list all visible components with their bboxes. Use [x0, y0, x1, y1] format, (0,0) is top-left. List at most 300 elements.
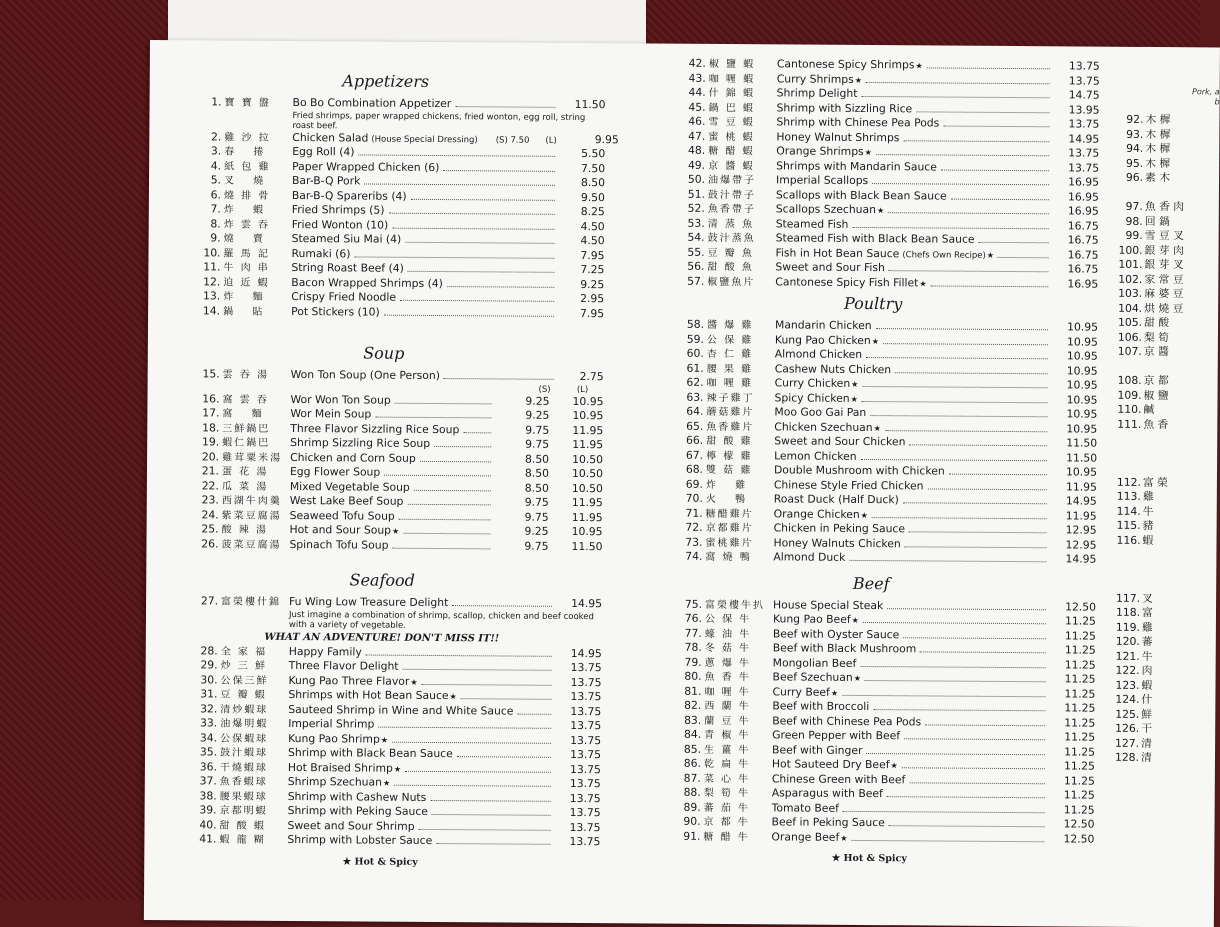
menu-item	[646, 549, 1096, 567]
item-chinese-name: 魚香蝦球	[220, 776, 288, 791]
item-english-name: Shrimp with Peking Sauce	[288, 804, 428, 819]
item-english-name: Beef with Chinese Pea Pods	[772, 714, 921, 730]
item-english-name: Cantonese Spicy Shrimps	[777, 57, 915, 72]
item-price: 13.75	[554, 835, 600, 850]
item-english-name: Moo Goo Gai Pan	[774, 405, 866, 420]
dot-leader	[862, 400, 1048, 402]
item-chinese-name: 辣子雞丁	[706, 391, 774, 406]
section-title: Soup	[164, 342, 604, 364]
item-english-name: Kung Pao Chicken	[775, 333, 871, 348]
item-number: 91.	[644, 829, 703, 844]
item-english-name: Scallops with Black Bean Sauce	[776, 188, 947, 204]
item-number: 51.	[649, 187, 708, 202]
item-number: 37.	[161, 774, 220, 789]
item-price: 16.75	[1052, 248, 1098, 263]
dot-leader	[943, 126, 1049, 128]
item-price: 13.75	[555, 704, 601, 719]
item-number: 64.	[647, 404, 706, 419]
item-number: 56.	[648, 259, 707, 274]
hot-spicy-star: ★	[919, 277, 926, 292]
item-number: 67.	[647, 448, 706, 463]
hot-spicy-star: ★	[872, 335, 879, 350]
item-description: Fried shrimps, paper wrapped chickens, fried wonton, egg roll, string roast beef.	[292, 110, 605, 132]
item-price-large: 11.95	[549, 510, 603, 525]
item-chinese-name: 窩 麵	[222, 408, 290, 423]
item-number: 21.	[163, 464, 222, 479]
item-price: 16.75	[1052, 262, 1098, 277]
item-number: 30.	[161, 673, 220, 688]
dot-leader	[430, 799, 550, 801]
hot-spicy-star: ★	[831, 686, 838, 701]
item-english-name: Curry Beef	[772, 685, 829, 700]
item-number: 86.	[645, 756, 704, 771]
item-chinese-name: 生 薑 牛	[704, 743, 772, 758]
item-number: 13.	[164, 289, 223, 304]
item-price: 12.95	[1050, 538, 1096, 553]
item-english-name: Chinese Green with Beef	[772, 772, 906, 787]
item-number: 105.	[1108, 316, 1142, 331]
dot-leader	[375, 417, 491, 419]
item-number: 115.	[1107, 519, 1141, 534]
menu-item	[165, 144, 605, 162]
item-number: 122.	[1106, 664, 1140, 679]
dot-leader	[876, 154, 1049, 156]
item-chinese-name: 干	[1141, 722, 1152, 735]
item-english-name: Chicken Szechuan	[774, 420, 872, 435]
menu-item	[1109, 156, 1219, 171]
item-price-small: 8.50	[495, 481, 549, 496]
item-chinese-name: 魚 香	[1143, 417, 1168, 430]
item-price: 7.25	[558, 263, 604, 278]
item-chinese-name: 燒 賣	[224, 233, 292, 248]
item-chinese-name: 三鮮鍋巴	[222, 422, 290, 437]
item-chinese-name: 肉	[1142, 664, 1153, 677]
menu-item	[1105, 736, 1215, 751]
item-number: 100.	[1109, 243, 1143, 258]
menu-item	[644, 829, 1094, 847]
item-number: 83.	[645, 713, 704, 728]
item-chinese-name: 京 醬 蝦	[708, 159, 776, 174]
dot-leader	[909, 444, 1047, 446]
item-english-name: Imperial Scallops	[776, 173, 868, 188]
dot-leader	[444, 378, 554, 380]
item-number: 71.	[647, 506, 706, 521]
dot-leader	[436, 843, 550, 845]
item-chinese-name: 豆 瓣 魚	[707, 246, 775, 261]
item-price: 2.95	[558, 292, 604, 307]
item-number: 31.	[161, 687, 220, 702]
menu-item	[1109, 171, 1219, 186]
item-number: 106.	[1108, 330, 1142, 345]
dot-leader	[920, 651, 1046, 653]
item-chinese-name: 羅 馬 記	[223, 247, 291, 262]
dot-leader	[883, 343, 1048, 345]
menu-item	[163, 392, 603, 410]
item-chinese-name: 蠔 油 牛	[705, 627, 773, 642]
item-price: 9.25	[558, 277, 604, 292]
item-english-name: Orange Shrimps	[776, 144, 864, 159]
item-chinese-name: 蝦仁鍋巴	[222, 437, 290, 452]
item-chinese-name: 回 鍋	[1145, 214, 1170, 227]
item-price: 2.75	[558, 370, 604, 385]
item-number: 29.	[162, 658, 221, 673]
item-price-large: 11.95	[549, 438, 603, 453]
item-english-name: Three Flavor Delight	[289, 659, 399, 674]
item-price-large: 10.50	[549, 481, 603, 496]
item-english-name: Cantonese Spicy Fish Fillet	[775, 275, 918, 290]
item-chinese-name: 公 保 雞	[707, 333, 775, 348]
item-note: (House Special Dressing)	[371, 132, 477, 147]
item-price-large: 11.50	[548, 539, 602, 554]
item-english-name: Pot Stickers (10)	[291, 304, 380, 319]
item-english-name: Fried Wonton (10)	[292, 217, 389, 232]
item-chinese-name: 西 蘭 牛	[704, 700, 772, 715]
item-number: 123.	[1105, 678, 1139, 693]
dot-leader	[843, 810, 1045, 812]
item-price-small: 8.50	[495, 452, 549, 467]
menu-item	[162, 658, 602, 676]
item-number: 77.	[646, 626, 705, 641]
item-chinese-name: 甜 酸 魚	[707, 261, 775, 276]
item-number: 32.	[161, 702, 220, 717]
dot-leader	[388, 213, 554, 215]
size-large-label: (L)	[564, 384, 602, 394]
menu-item	[1108, 316, 1218, 331]
hot-spicy-star: ★	[851, 392, 858, 407]
item-price: 7.95	[558, 248, 604, 263]
item-chinese-name: 木 樨	[1145, 113, 1170, 126]
item-number: 111.	[1107, 417, 1141, 432]
item-note: (Chefs Own Recipe)	[902, 248, 986, 263]
dot-leader	[378, 727, 551, 729]
menu-item	[1108, 374, 1218, 389]
item-english-name: Roast Duck (Half Duck)	[774, 492, 899, 507]
item-number: 107.	[1108, 345, 1142, 360]
item-english-name: Curry Chicken	[775, 376, 851, 391]
dot-leader	[979, 242, 1049, 243]
item-english-name: Almond Duck	[773, 550, 845, 565]
hot-spicy-star: ★	[394, 762, 401, 777]
item-english-name: Won Ton Soup (One Person)	[291, 368, 440, 384]
item-english-name: Green Pepper with Beef	[772, 728, 900, 743]
item-chinese-name: 春 捲	[224, 146, 292, 161]
menu-item	[163, 421, 603, 439]
dot-leader	[849, 560, 1046, 562]
item-number: 26.	[162, 537, 221, 552]
item-price-small: 9.75	[495, 423, 549, 438]
item-number: 53.	[649, 216, 708, 231]
menu-item	[1106, 664, 1216, 679]
item-english-name: Steamed Siu Mai (4)	[292, 232, 402, 247]
item-price: 12.50	[1050, 600, 1096, 615]
item-chinese-name: 紫菜豆腐湯	[222, 509, 290, 524]
item-chinese-name: 家 常 豆	[1144, 272, 1183, 285]
menu-item	[163, 406, 603, 424]
item-chinese-name: 咖 喱 牛	[704, 685, 772, 700]
item-price: 14.95	[556, 646, 602, 661]
item-english-name: Sweet and Sour Shrimp	[287, 818, 414, 833]
item-number: 128.	[1105, 751, 1139, 766]
item-price: 4.50	[559, 219, 605, 234]
item-price: 11.50	[560, 98, 606, 113]
item-number: 45.	[649, 100, 708, 115]
dot-leader	[904, 738, 1045, 740]
item-price: 13.75	[555, 777, 601, 792]
section-note: b	[1110, 97, 1220, 108]
item-number: 28.	[162, 644, 221, 659]
item-english-name: Beef Szechuan	[773, 670, 853, 685]
item-chinese-name: 雙 菇 雞	[706, 464, 774, 479]
item-price: 13.95	[1053, 103, 1099, 118]
item-chinese-name: 梨 筍 牛	[704, 787, 772, 802]
item-number: 104.	[1108, 301, 1142, 316]
item-chinese-name: 京都明蝦	[220, 805, 288, 820]
menu-item	[1105, 707, 1215, 722]
item-price-small: 9.75	[495, 495, 549, 510]
dot-leader	[420, 460, 491, 461]
item-number: 65.	[647, 419, 706, 434]
dot-leader	[876, 328, 1048, 330]
menu-item	[166, 95, 606, 113]
item-number: 69.	[647, 477, 706, 492]
item-english-name: Shrimp with Sizzling Rice	[776, 101, 912, 116]
item-chinese-name: 清 蒸 魚	[708, 217, 776, 232]
menu-item	[1106, 635, 1216, 650]
item-number: 24.	[163, 508, 222, 523]
item-chinese-name: 富 榮	[1143, 475, 1168, 488]
menu-item	[163, 493, 603, 511]
item-number: 41.	[160, 832, 219, 847]
dot-leader	[862, 386, 1047, 388]
item-number: 73.	[646, 535, 705, 550]
menu-item	[162, 644, 602, 662]
item-number: 90.	[645, 814, 704, 829]
item-english-name: Double Mushroom with Chicken	[774, 463, 945, 479]
item-chinese-name: 蜜 桃 蝦	[708, 130, 776, 145]
item-number: 22.	[163, 479, 222, 494]
item-chinese-name: 寶 寶 盤	[225, 97, 293, 112]
menu-item	[164, 260, 604, 278]
menu-column-left	[160, 66, 606, 869]
item-number: 109.	[1107, 388, 1141, 403]
item-number: 42.	[650, 56, 709, 71]
item-price: 8.25	[559, 205, 605, 220]
dot-leader	[870, 415, 1047, 417]
item-chinese-name: 木 樨	[1145, 142, 1170, 155]
item-chinese-name: 京都雞片	[706, 522, 774, 537]
item-price: 11.25	[1050, 614, 1096, 629]
dot-leader	[873, 709, 1045, 711]
item-english-name: Bo Bo Combination Appetizer	[293, 96, 452, 112]
item-chinese-name: 雪 豆 叉	[1145, 229, 1184, 242]
item-price: 11.25	[1050, 658, 1096, 673]
item-number: 72.	[647, 520, 706, 535]
dot-leader	[872, 517, 1047, 519]
item-english-name: Shrimp with Chinese Pea Pods	[776, 115, 939, 131]
dot-leader	[863, 622, 1046, 624]
dot-leader	[366, 654, 552, 656]
section-title: Beef	[646, 572, 1096, 594]
item-price-large: 11.95	[549, 423, 603, 438]
menu-item	[1108, 287, 1218, 302]
item-price: 11.25	[1049, 716, 1095, 731]
menu-item	[165, 231, 605, 249]
item-price: 10.95	[1051, 465, 1097, 480]
menu-item	[1109, 229, 1219, 244]
item-chinese-name: 西湖牛肉羹	[222, 495, 290, 510]
item-chinese-name: 窩 雲 吞	[222, 393, 290, 408]
item-english-name: Paper Wrapped Chicken (6)	[292, 159, 439, 175]
dot-leader	[455, 106, 555, 108]
item-chinese-name: 鹹	[1143, 403, 1154, 416]
dot-leader	[861, 96, 1049, 98]
item-chinese-name: 銀 芽 叉	[1144, 258, 1183, 271]
menu-item	[164, 246, 604, 264]
item-english-name: Sweet and Sour Chicken	[774, 434, 905, 449]
item-english-name: Shrimp Sizzling Rice Soup	[290, 436, 430, 451]
dot-leader	[395, 402, 492, 404]
item-chinese-name: 魚香帶子	[708, 203, 776, 218]
item-english-name: Fu Wing Low Treasure Delight	[289, 595, 448, 611]
item-number: 92.	[1109, 113, 1143, 128]
menu-item	[165, 202, 605, 220]
item-number: 79.	[646, 655, 705, 670]
dot-leader	[392, 227, 554, 229]
item-chinese-name: 咖 喱 蝦	[709, 72, 777, 87]
item-number: 70.	[647, 491, 706, 506]
dot-leader	[447, 286, 554, 288]
item-number: 18.	[163, 421, 222, 436]
item-english-name: Hot and Sour Soup	[290, 523, 392, 538]
item-number: 63.	[647, 390, 706, 405]
item-number: 119.	[1106, 620, 1140, 635]
item-english-name: Wor Mein Soup	[290, 407, 371, 422]
dot-leader	[887, 796, 1045, 798]
dot-leader	[909, 531, 1047, 533]
hot-spicy-star: ★	[987, 248, 994, 263]
menu-item	[1107, 519, 1217, 534]
item-price: 13.75	[555, 762, 601, 777]
menu-item	[162, 537, 602, 555]
menu-item	[162, 594, 602, 612]
item-price: 13.75	[1053, 161, 1099, 176]
item-english-name: Happy Family	[289, 644, 362, 659]
item-chinese-name: 甜 酸 蝦	[219, 819, 287, 834]
item-english-name: West Lake Beef Soup	[290, 494, 404, 509]
item-price: 10.95	[1052, 364, 1098, 379]
item-chinese-name: 木 樨	[1145, 156, 1170, 169]
menu-column-right	[1105, 87, 1220, 766]
item-english-name: Almond Chicken	[775, 347, 862, 362]
item-chinese-name: 蝦	[1141, 678, 1152, 691]
menu-item	[1105, 722, 1215, 737]
item-english-name: Kung Pao Three Flavor	[288, 673, 409, 688]
menu-item	[1108, 345, 1218, 360]
item-price-small: 8.50	[495, 466, 549, 481]
item-number: 103.	[1108, 287, 1142, 302]
item-price: 10.95	[1052, 349, 1098, 364]
item-english-name: Rumaki (6)	[291, 246, 350, 261]
item-chinese-name: 什 錦 蝦	[709, 87, 777, 102]
item-price: 11.50	[1051, 436, 1097, 451]
item-number: 84.	[645, 727, 704, 742]
item-english-name: Beef with Black Mushroom	[773, 641, 917, 657]
item-number: 55.	[648, 245, 707, 260]
item-chinese-name: 魚香雞片	[706, 420, 774, 435]
item-price: 13.75	[1054, 59, 1100, 74]
item-number: 120.	[1106, 635, 1140, 650]
item-chinese-name: 京 都 牛	[703, 816, 771, 831]
item-chinese-name: 燒 排 骨	[224, 189, 292, 204]
item-price: 16.75	[1053, 233, 1099, 248]
item-number: 16.	[163, 392, 222, 407]
dot-leader	[998, 256, 1049, 257]
item-english-name: Steamed Fish	[776, 217, 849, 232]
item-number: 76.	[646, 611, 705, 626]
dot-leader	[364, 183, 555, 185]
dot-leader	[852, 226, 1048, 228]
item-chinese-name: 炸 雲 吞	[224, 218, 292, 233]
item-chinese-name: 公保三鮮	[220, 674, 288, 689]
section-title: Appetizers	[166, 70, 606, 92]
item-price: 10.95	[1051, 393, 1097, 408]
dot-leader	[384, 314, 554, 316]
item-chinese-name: 咖 喱 雞	[707, 377, 775, 392]
item-chinese-name: 鮮	[1141, 707, 1152, 720]
menu-item	[165, 217, 605, 235]
item-price: 16.95	[1052, 277, 1098, 292]
menu-item	[1107, 417, 1217, 432]
item-chinese-name: 瓜 菜 湯	[222, 480, 290, 495]
menu-item	[161, 789, 601, 807]
item-number: 85.	[645, 742, 704, 757]
top-paper-card	[168, 0, 646, 46]
item-price: 11.25	[1050, 672, 1096, 687]
item-english-name: Honey Walnut Shrimps	[776, 130, 899, 145]
item-chinese-name: 麻 婆 豆	[1144, 287, 1183, 300]
item-price: 11.25	[1049, 687, 1095, 702]
item-chinese-name: 甜 酸	[1144, 316, 1169, 329]
item-number: 3.	[165, 144, 224, 159]
item-chinese-name: 蝦	[1142, 533, 1153, 546]
item-price: 13.75	[555, 791, 601, 806]
item-english-name: Bar-B-Q Spareribs (4)	[292, 188, 407, 203]
dot-leader	[354, 256, 554, 258]
dot-leader	[860, 665, 1045, 667]
item-chinese-name: 菜 心 牛	[704, 772, 772, 787]
menu-item	[1107, 504, 1217, 519]
menu-column-middle	[644, 56, 1100, 865]
dot-leader	[443, 170, 555, 172]
item-chinese-name: 椒鹽魚片	[707, 275, 775, 290]
item-english-name: Beef with Broccoli	[772, 699, 869, 714]
item-chinese-name: 迫 近 蝦	[223, 276, 291, 291]
item-price-small: 9.25	[495, 524, 549, 539]
hot-spicy-star: ★	[381, 733, 388, 748]
menu-item	[164, 275, 604, 293]
item-price: 10.95	[1052, 335, 1098, 350]
item-english-name: Hot Braised Shrimp	[288, 760, 393, 775]
item-english-name: Wor Won Ton Soup	[290, 392, 390, 407]
item-number: 12.	[164, 275, 223, 290]
item-price: 12.95	[1051, 523, 1097, 538]
dot-leader	[517, 713, 551, 714]
item-chinese-name: 檸 檬 雞	[706, 449, 774, 464]
item-chinese-name: 雪 豆 蝦	[708, 116, 776, 131]
menu-item	[163, 522, 603, 540]
hot-spicy-star: ★	[915, 59, 922, 74]
item-chinese-name: 青 椒 牛	[704, 729, 772, 744]
